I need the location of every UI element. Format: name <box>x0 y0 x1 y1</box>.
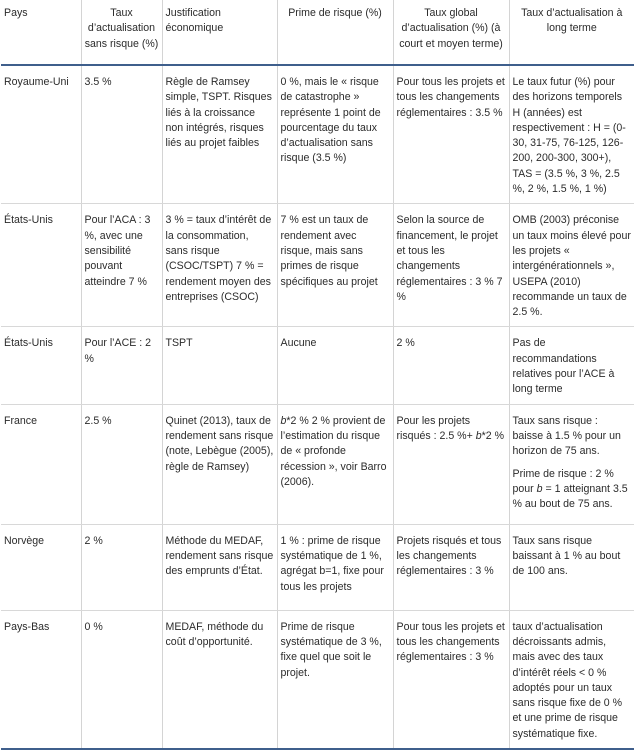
long-terme-paragraph-1: Taux sans risque : baisse à 1.5 % pour un horizon de 75 ans. <box>512 414 621 458</box>
table-body <box>1 65 634 749</box>
cell-global: Projets risqués et tous les changements réglementaires : 3 % <box>393 524 509 610</box>
table-row <box>1 404 634 524</box>
cell-long-terme: Pas de recommandations relatives pour l’ACE à long terme <box>509 327 634 404</box>
cell-justification: TSPT <box>162 327 277 404</box>
cell-taux: Pour l’ACE : 2 % <box>81 327 162 404</box>
cell-pays: États-Unis <box>1 327 81 404</box>
table-row <box>1 610 634 749</box>
cell-pays: Royaume-Uni <box>1 65 81 204</box>
cell-global <box>393 404 509 524</box>
variable-b: b <box>280 414 287 427</box>
cell-pays: Pays-Bas <box>1 610 81 749</box>
cell-prime: 7 % est un taux de rendement avec risque, mais sans primes de risque spécifiques au projet <box>277 204 393 327</box>
table-row <box>1 65 634 204</box>
table-header <box>1 0 634 65</box>
cell-long-terme: OMB (2003) préconise un taux moins élevé pour les projets « intergénérationnels », USEPA (2010) recommande un taux de 2.5 %. <box>509 204 634 327</box>
cell-pays: France <box>1 404 81 524</box>
table-row <box>1 327 634 404</box>
variable-b: b <box>475 429 482 442</box>
cell-global: Pour tous les projets et tous les changements réglementaires : 3.5 % <box>393 65 509 204</box>
cell-prime: 0 %, mais le « risque de catastrophe » représente 1 point de pourcentage du taux d’actualisation sans risque (3.5 %) <box>277 65 393 204</box>
cell-pays: Norvège <box>1 524 81 610</box>
cell-global: 2 % <box>393 327 509 404</box>
cell-taux: 2 % <box>81 524 162 610</box>
cell-justification: Quinet (2013), taux de rendement sans risque (note, Lebègue (2005), règle de Ramsey) <box>162 404 277 524</box>
cell-prime: Aucune <box>277 327 393 404</box>
cell-prime: 1 % : prime de risque systématique de 1 %, agrégat b=1, fixe pour tous les projets <box>277 524 393 610</box>
global-text-pre: Pour les projets risqués : 2.5 %+ <box>396 414 476 442</box>
table-row <box>1 524 634 610</box>
cell-long-terme: Taux sans risque baissant à 1 % au bout de 100 ans. <box>509 524 634 610</box>
prime-text: *2 % 2 % provient de l’estimation du risque de « profonde récession », voir Barro (2006). <box>280 414 387 488</box>
cell-taux: 0 % <box>81 610 162 749</box>
cell-justification: Règle de Ramsey simple, TSPT. Risques liés à la croissance non intégrés, risques liés au projet faibles <box>162 65 277 204</box>
cell-long-terme: taux d’actualisation décroissants admis, mais avec des taux d’intérêt réels < 0 % adoptés pour un taux sans risque fixe de 0 % et une prime de risque systématique fixe. <box>509 610 634 749</box>
cell-taux: Pour l’ACA : 3 %, avec une sensibilité pouvant atteindre 7 % <box>81 204 162 327</box>
header-taux-sans-risque: Taux d’actualisation sans risque (%) <box>81 0 162 65</box>
header-justification: Justification économique <box>162 0 277 65</box>
table-row <box>1 204 634 327</box>
header-taux-global: Taux global d’actualisation (%) (à court et moyen terme) <box>393 0 509 65</box>
cell-long-terme: Le taux futur (%) pour des horizons temporels H (années) est respectivement : H = (0-30, 31-75, 76-125, 126-200, 200-300, 300+), TAS = (3.5 %, 3 %, 2.5 %, 2 %, 1.5 %, 1 %) <box>509 65 634 204</box>
cell-justification: Méthode du MEDAF, rendement sans risque des emprunts d’État. <box>162 524 277 610</box>
header-prime-de-risque: Prime de risque (%) <box>277 0 393 65</box>
cell-taux: 3.5 % <box>81 65 162 204</box>
discount-rate-table <box>1 0 634 750</box>
header-row <box>1 0 634 65</box>
cell-justification: 3 % = taux d’intérêt de la consommation, sans risque (CSOC/TSPT) 7 % = rendement moyen des entreprises (CSOC) <box>162 204 277 327</box>
variable-b: b <box>536 482 543 495</box>
cell-prime: Prime de risque systématique de 3 %, fixe quel que soit le projet. <box>277 610 393 749</box>
cell-global: Selon la source de financement, le projet et tous les changements réglementaires : 3 % 7 % <box>393 204 509 327</box>
long-terme-text-post: = 1 atteignant 3.5 % au bout de 75 ans. <box>512 482 628 511</box>
header-pays: Pays <box>1 0 81 65</box>
cell-justification: MEDAF, méthode du coût d’opportunité. <box>162 610 277 749</box>
global-text-post: *2 % <box>481 429 504 442</box>
cell-prime <box>277 404 393 524</box>
cell-taux: 2.5 % <box>81 404 162 524</box>
long-terme-text-pre: Prime de risque : 2 % pour <box>512 467 614 495</box>
cell-global: Pour tous les projets et tous les changements réglementaires : 3 % <box>393 610 509 749</box>
long-terme-paragraph-2 <box>513 467 632 513</box>
cell-long-terme <box>509 404 634 524</box>
header-taux-long-terme: Taux d’actualisation à long terme <box>509 0 634 65</box>
cell-pays: États-Unis <box>1 204 81 327</box>
